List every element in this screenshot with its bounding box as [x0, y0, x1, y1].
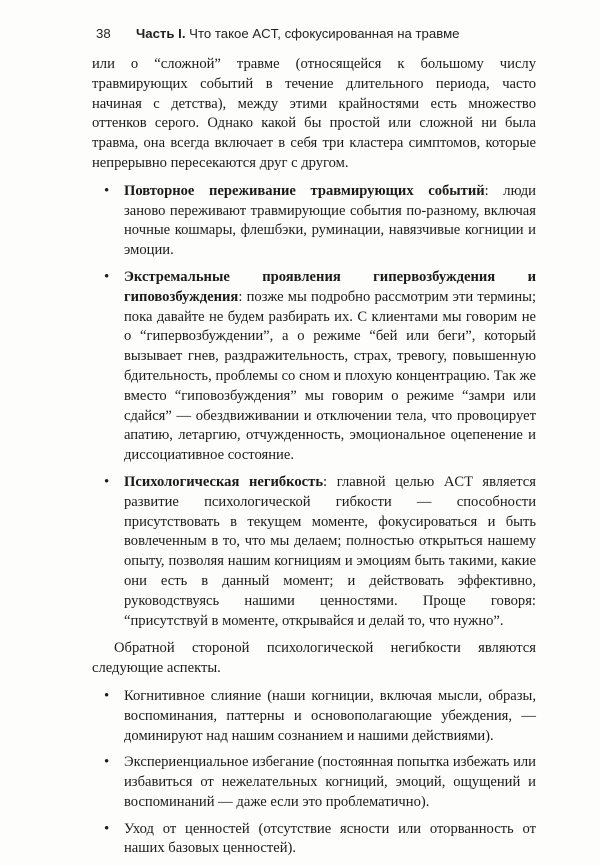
- list-item-text: Когнитивное слияние (наши когниции, включая мысли, образы, воспоминания, паттерны и основополагающие убеждения, — доминируют над нашим сознанием и нашими действиями).: [124, 687, 536, 744]
- list-item-text: : позже мы подробно рассмотрим эти термины; пока давайте не будем разбирать их. С клиентами мы говорим не о “гипервозбуждении”, а о режиме “бей или беги”, который вызывает гнев, раздражительность, страх, тревогу, повышенную бдительность, проблемы со сном и плохую концентрацию. Так же вместо “гиповозбуждения” мы говорим о режиме “замри или сдайся” — обездвиживании и отключении тела, что провоцирует апатию, летаргию, отчужденность, эмоциональное оцепенение и диссоциативное состояние.: [124, 288, 536, 464]
- list-item-text: Уход от ценностей (отсутствие ясности или оторванность от наших базовых ценностей).: [124, 820, 536, 857]
- list-item: [92, 268, 536, 466]
- aspect-list: [92, 687, 536, 859]
- body-text: [92, 55, 536, 866]
- bullet-icon: •: [104, 820, 110, 837]
- list-item-text: Экспериенциальное избегание (постоянная попытка избежать или избавиться от нежелательных когниций, эмоций, ощущений и воспоминаний — даже если это проблематично).: [124, 754, 536, 810]
- intro-paragraph: или о “сложной” травме (относящейся к большому числу травмирующих событий в течение длительного периода, часто начиная с детства), между этими крайностями есть множество оттенков серого. Однако какой бы простой или сложной ни была травма, она всегда включает в себя три кластера симптомов, которые непрерывно пересекаются друг с другом.: [92, 56, 536, 171]
- page-number: 38: [96, 26, 111, 41]
- chapter-title: Что такое ACT, сфокусированная на травме: [189, 26, 460, 41]
- list-item-text: : люди заново переживают травмирующие события по-разному, включая ночные кошмары, флешбэки, руминации, навязчивые когниции и эмоции.: [124, 182, 536, 259]
- list-item-term: Психологическая негибкость: [124, 473, 324, 490]
- bullet-icon: •: [104, 473, 110, 490]
- bullet-icon: •: [104, 754, 110, 771]
- list-item: [92, 473, 536, 631]
- bullet-icon: •: [104, 268, 110, 285]
- list-item-term: Повторное переживание травмирующих событий: [124, 182, 485, 199]
- part-label: Часть I.: [136, 26, 186, 41]
- list-item: [92, 753, 536, 812]
- list-item: [92, 820, 536, 860]
- bullet-icon: •: [104, 687, 110, 704]
- bullet-icon: •: [104, 182, 110, 199]
- symptom-list: [92, 182, 536, 632]
- list-item-text: : главной целью ACT является развитие психологической гибкости — способности присутствовать в текущем моменте, фокусироваться и быть вовлеченным в то, что мы делаем; полностью открыться нашему опыту, позволяя нашим когнициям и эмоциям быть такими, какие они есть в данный момент; и действовать эффективно, руководствуясь нашими ценностями. Проще говоря: “присутствуй в моменте, открывайся и делай то, что нужно”.: [124, 473, 536, 629]
- second-paragraph: Обратной стороной психологической негибкости являются следующие аспекты.: [92, 640, 536, 677]
- list-item-term: Экстремальные проявления гипервозбуждения и гиповозбуждения: [124, 268, 536, 305]
- list-item: [92, 182, 536, 261]
- list-item: [92, 687, 536, 746]
- running-head: [96, 26, 556, 41]
